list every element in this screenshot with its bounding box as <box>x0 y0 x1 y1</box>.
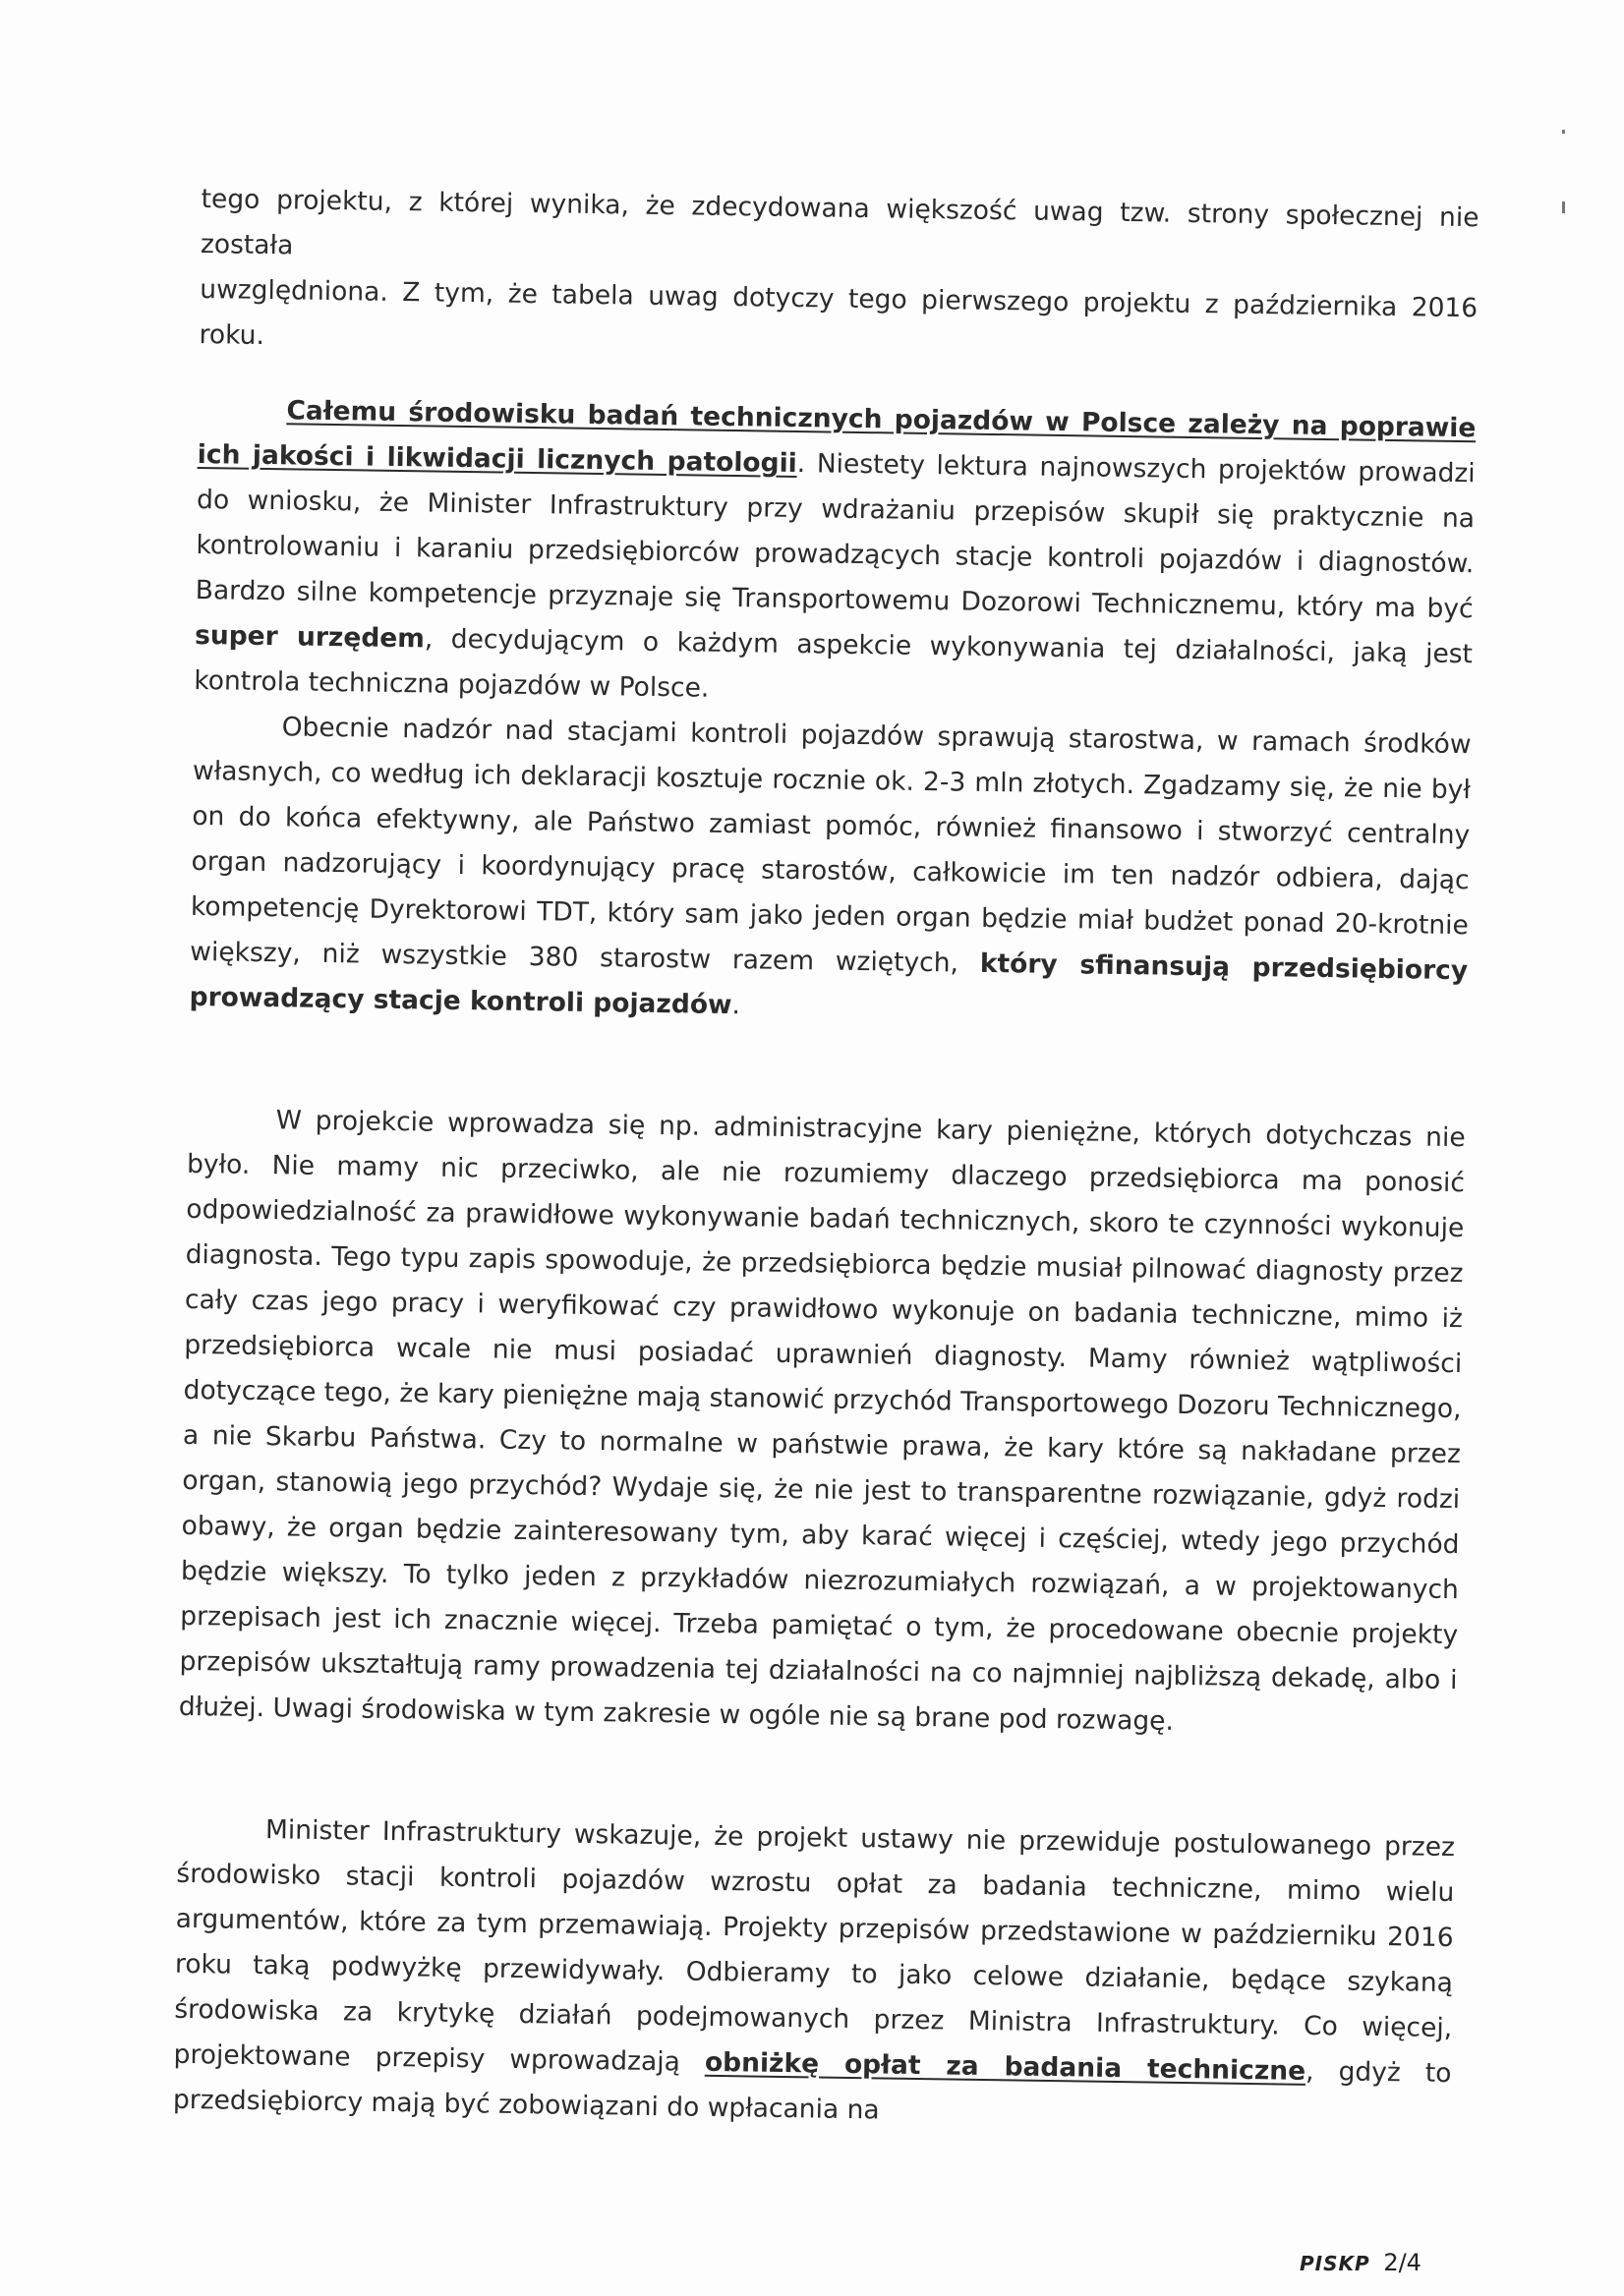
paragraph-text: Obecnie nadzór nad stacjami kontroli pojazdów sprawują starostwa, w ramach środków własnych, co według ich deklaracji kosztuje rocznie ok. 2-3 mln złotych. Zgadzamy się, że nie był on do końca efektywny, ale Państwo zamiast pomóc, również finansowo i stworzyć centralny organ nadzorujący i koordynujący pracę starostów, całkowicie im ten nadzór odbiera, dając kompetencję Dyrektorowi TDT, który sam jako jeden organ będzie miał budżet ponad 20-krotnie większy, niż wszystkie 380 starostw razem wziętych, <box>190 712 1472 979</box>
page-number: 2/4 <box>1383 2249 1421 2276</box>
paragraph-1 <box>199 177 1479 376</box>
paragraph-5 <box>173 1807 1456 2142</box>
paragraph-text: . Niestety lektura najnowszych projektów prowadzi do wniosku, że Minister Infrastruktury przy wdrażaniu przepisów skupił się praktycznie na kontrolowaniu i karaniu przedsiębiorców prowadzących stacje kontroli pojazdów i diagnostów. Bardzo silne kompetencje przyznaje się Transportowemu Dozorowi Technicznemu, który ma być <box>195 448 1476 625</box>
page-footer <box>1300 2249 1421 2276</box>
document-body <box>173 177 1479 2142</box>
emphasis-underlined: Całemu środowisku badań technicznych pojazdów w Polsce zależy na poprawie ich jakości i likwidacji licznych patologii <box>197 395 1477 480</box>
scan-artifact-mark <box>1562 201 1565 213</box>
paragraph-2 <box>194 387 1477 722</box>
emphasis-underlined: obniżkę opłat za badania techniczne <box>704 2046 1306 2087</box>
emphasis-bold: super urzędem <box>194 619 426 655</box>
paragraph-text: . <box>731 990 741 1021</box>
paragraph-text: Minister Infrastruktury wskazuje, że projekt ustawy nie przewiduje postulowanego przez środowisko stacji kontroli pojazdów wzrostu opłat za badania techniczne, mimo wielu argumentów, które za tym przemawiają. Projekty przepisów przedstawione w październiku 2016 roku taką podwyżkę przewidywały. Odbieramy to jako celowe działanie, będące szykaną środowiska za krytykę działań podejmowanych przez Ministra Infrastruktury. Co więcej, projektowane przepisy wprowadzają <box>173 1814 1456 2078</box>
text-line: tego projektu, z której wynika, że zdecydowana większość uwag tzw. strony społecznej nie została <box>200 183 1479 261</box>
paragraph-text: , decydującym o każdym aspekcie wykonywania tej działalności, jaką jest kontrola techniczna pojazdów w Polsce. <box>194 623 1474 704</box>
paragraph-4: W projekcie wprowadza się np. administracyjne kary pieniężne, których dotychczas nie było. Nie mamy nic przeciwko, ale nie rozumiemy dlaczego przedsiębiorca ma ponosić odpowiedzialność za prawidłowe wykonywanie badań technicznych, skoro te czynności wykonuje diagnosta. Tego typu zapis spowoduje, że przedsiębiorca będzie musiał pilnować diagnosty przez cały czas jego pracy i weryfikować czy prawidłowo wykonuje on badania techniczne, mimo iż przedsiębiorca wcale nie musi posiadać uprawnień diagnosty. Mamy również wątpliwości dotyczące tego, że kary pieniężne mają stanowić przychód Transportowego Dozoru Technicznego, a nie Skarbu Państwa. Czy to normalne w państwie prawa, że kary które są nakładane przez organ, stanowią jego przychód? Wydaje się, że nie jest to transparentne rozwiązanie, gdyż rodzi obawy, że organ będzie zainteresowany tym, aby karać więcej i częściej, wtedy jego przychód będzie większy. To tylko jeden z przykładów niezrozumiałych rozwiązań, a w projektowanych przepisach jest ich znacznie więcej. Trzeba pamiętać o tym, że procedowane obecnie projekty przepisów ukształtują ramy prowadzenia tej działalności na co najmniej najbliższą dekadę, albo i dłużej. Uwagi środowiska w tym zakresie w ogóle nie są brane pod rozwagę. <box>178 1105 1466 1737</box>
paragraph-3 <box>189 704 1472 1039</box>
scan-artifact-mark <box>1562 130 1565 134</box>
piskp-logo: PISKP <box>1300 2252 1370 2275</box>
paragraph-text: , gdyż to przedsiębiorcy mają być zobowiązani do wpłacania na <box>172 2055 1452 2126</box>
emphasis-bold: który sfinansują przedsiębiorcy prowadzący stacje kontroli pojazdów <box>189 947 1469 1021</box>
text-line: uwzględniona. Z tym, że tabela uwag dotyczy tego pierwszego projektu z października 2016 roku. <box>199 273 1479 351</box>
